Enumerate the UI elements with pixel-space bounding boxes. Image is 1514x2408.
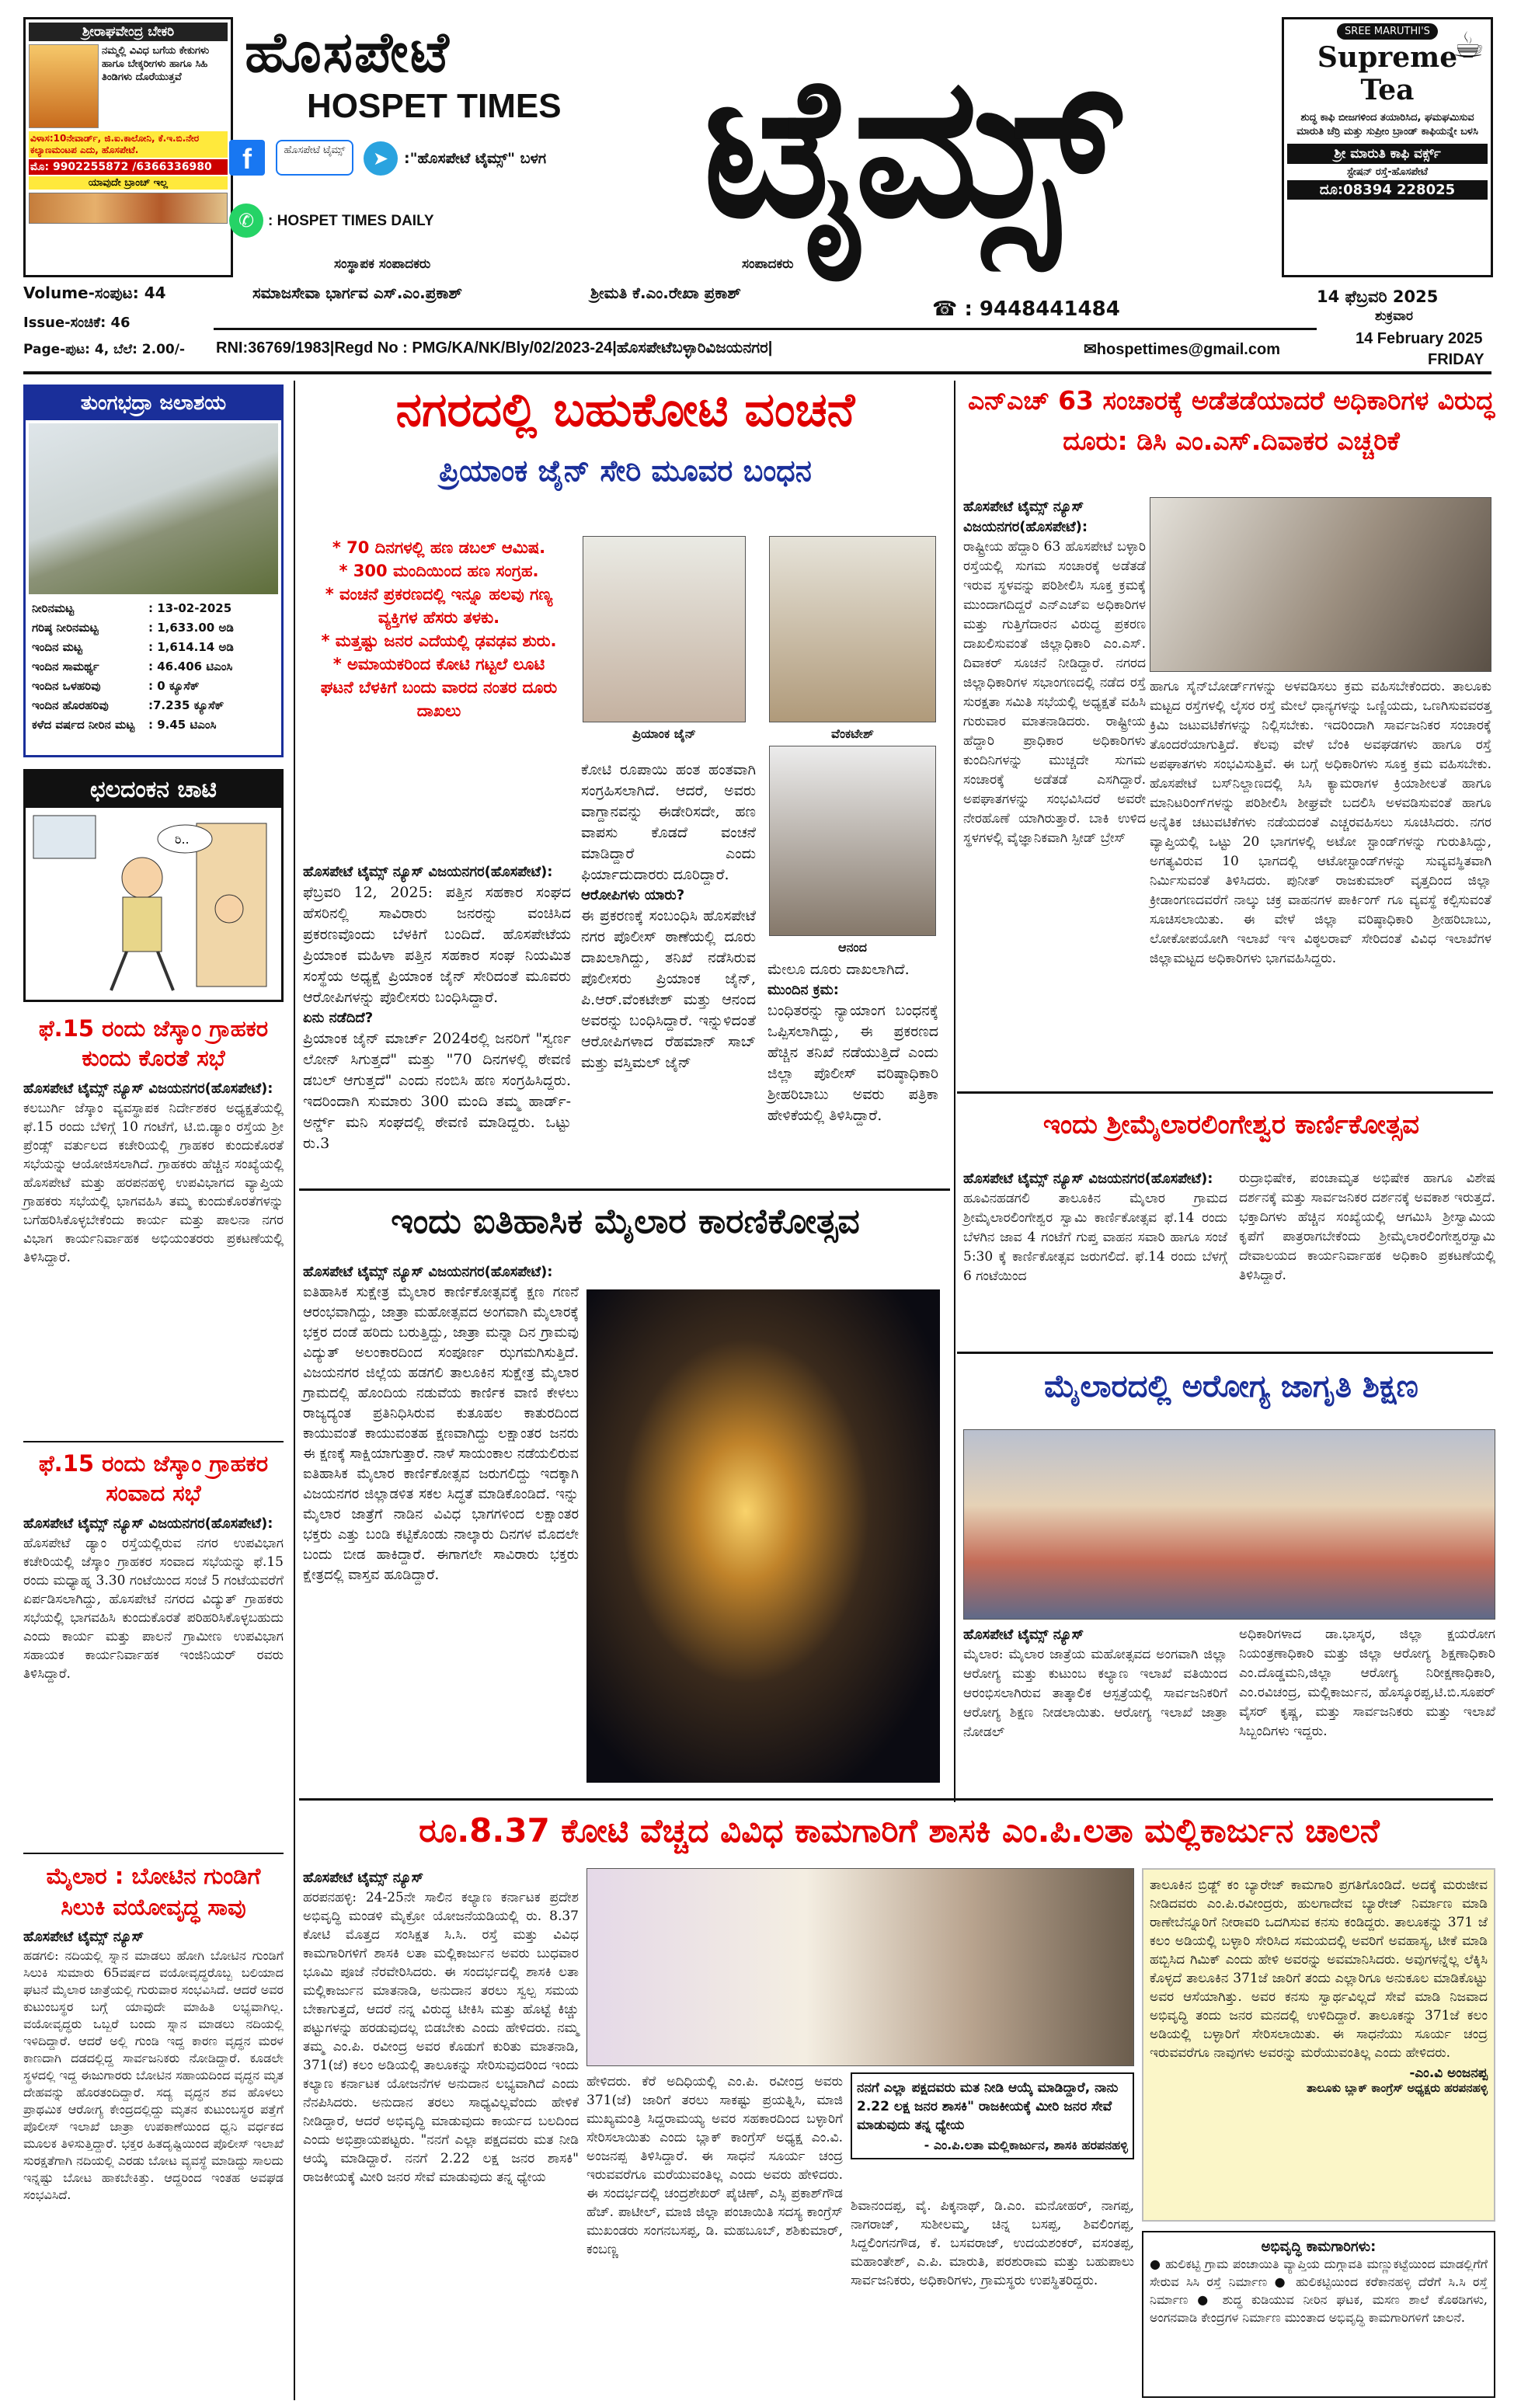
tea-cup-icon: ☕ bbox=[1452, 24, 1484, 66]
ad-left-address: ವಿಳಾಸ:10ನೇವಾರ್ಡ್, ಜಿ.ಐ.ಕಾಲೋನಿ, ಕೆ.ಇ.ಬಿ.ನೇರ ಕಲ್ಯಾಣಮಂಟಪ ಎದು, ಹೊಸಪೇಟೆ. bbox=[29, 131, 228, 158]
dam-row-label: ಇಂದಿನ ಮಟ್ಟ bbox=[32, 640, 82, 654]
nh63-divider bbox=[957, 1091, 1493, 1094]
left-story-3-text: ಹಡಗಲಿ: ನದಿಯಲ್ಲಿ ಸ್ನಾನ ಮಾಡಲು ಹೋಗಿ ಬೋಟಿನ ಗುಂಡಿಗೆ ಸಿಲುಕಿ ಸುಮಾರು 65ವರ್ಷದ ವಯೋವೃದ್ಧರೊಬ್ಬ ಬಲಿಯಾದ ಘಟನೆ ಮೈಲಾರ ಜಾತ್ರೆಯಲ್ಲಿ ಗುರುವಾರ ಸಂಭವಿಸಿದೆ. ಆದರೆ ಅವರ ಕುಟುಂಬಸ್ಥರ ಬಗ್ಗೆ ಯಾವುದೇ ಮಾಹಿತಿ ಲಭ್ಯವಾಗಿಲ್ಲ. ವಯೋವೃದ್ಧರು ಒಬ್ಬರೆ ಬಂದು ಸ್ನಾನ ಮಾಡಲು ನದಿಯಲ್ಲಿ ಇಳಿದಿದ್ದಾರೆ. ಆದರೆ ಅಲ್ಲಿ ಗುಂಡಿ ಇದ್ದ ಕಾರಣ ವೃದ್ಧನ ಮರಳ ಕಾಣದಾಗಿ ದಡದಲ್ಲಿದ್ದ ಸಾರ್ವಜನಿಕರು ನೋಡಿದ್ದಾರೆ. ಕೂಡಲೇ ಸ್ಥಳದಲ್ಲಿ ಇದ್ದ ಈಜುಗಾರರು ಬೋಟಿನ ಸಹಾಯದಿಂದ ವೃದ್ಧನ ಮೃತ ದೇಹವನ್ನು ಹೊರತಂದಿದ್ದಾರೆ. ಸದ್ಯ ವೃದ್ಧನ ಶವ ಹೊಳಲು ಪ್ರಾಥಮಿಕ ಆರೋಗ್ಯ ಕೇಂದ್ರದಲ್ಲಿದ್ದು ಮೃತನ ಕುಟುಂಬಸ್ಥರ ಪತ್ತೆಗೆ ಪೊಲೀಸ್ ಇಲಾಖೆ ಜಾತ್ರಾ ಉಪಕಾಣೆಯಿಂದ ಧ್ವನಿ ವರ್ಧಕದ ಮೂಲಕ ತಿಳಿಸುತ್ತಿದ್ದಾರೆ. ಭಕ್ತರ ಹಿತದೃಷ್ಟಿಯಿಂದ ಪೊಲೀಸ್ ಇಲಾಖೆ ಸುರಕ್ಷತೆಗಾಗಿ ನದಿಯಲ್ಲಿ ಎರಡು ಬೋಟ ವ್ಯವಸ್ಥೆ ಮಾಡಿದ್ದು ಸಾಲದು ಇನ್ನಷ್ಟು ಬೋಟ ಹಾಕಬೇಕಿತ್ತು. ಆದ್ದರಿಂದ ಇಂತಹ ಅವಘಡ ಸಂಭವಿಸಿದೆ. bbox=[23, 1948, 284, 2202]
karnik-byline: ಹೊಸಪೇಟೆ ಟೈಮ್ಸ್ ನ್ಯೂಸ್ ವಿಜಯನಗರ(ಹೊಸಪೇಟೆ): bbox=[963, 1171, 1213, 1187]
caption-anand: ಆನಂದ bbox=[838, 940, 867, 955]
photo-venkatesh bbox=[769, 536, 936, 722]
telegram-icon[interactable]: ➤ bbox=[364, 141, 398, 176]
left-story-2-headline: ಫೆ.15 ರಂದು ಜೆಸ್ಕಾಂ ಗ್ರಾಹಕರ ಸಂವಾದ ಸಭೆ bbox=[38, 1450, 269, 1506]
lead-bullet: * 300 ಮಂದಿಯಿಂದ ಹಣ ಸಂಗ್ರಹ. bbox=[339, 562, 539, 580]
ad-left-note: ಯಾವುದೇ ಬ್ರಾಂಚ್ ಇಲ್ಲ bbox=[29, 176, 228, 190]
dam-levels-table bbox=[26, 597, 281, 736]
mylara-headline: ಇಂದು ಐತಿಹಾಸಿಕ ಮೈಲಾರ ಕಾರಣಿಕೋತ್ಸವ bbox=[391, 1202, 860, 1241]
left-story-2 bbox=[23, 1449, 284, 1683]
ad-left-desc: ನಮ್ಮಲ್ಲಿ ವಿವಿಧ ಬಗೆಯ ಕೇಕುಗಳು ಹಾಗೂ ಬೇಕ್ಕರೀಗಳು ಹಾಗೂ ಸಿಹಿ ತಿಂಡಿಗಳು ದೊರೆಯುತ್ತವೆ bbox=[102, 45, 210, 83]
quote-by: - ಎಂ.ಪಿ.ಲತಾ ಮಲ್ಲಿಕಾರ್ಜುನ, ಶಾಸಕಿ ಹರಪನಹಳ್ಳಿ bbox=[924, 2138, 1128, 2152]
dam-row-value: : 9.45 ಟಿಎಂಸಿ bbox=[148, 718, 217, 732]
sweets-image bbox=[29, 193, 228, 224]
health-text-2: ಅಧಿಕಾರಿಗಳಾದ ಡಾ.ಭಾಸ್ಕರ, ಜಿಲ್ಲಾ ಕ್ಷಯರೋಗ ನಿಯಂತ್ರಣಾಧಿಕಾರಿ ಮತ್ತು ಜಿಲ್ಲಾ ಆರೋಗ್ಯ ಶಿಕ್ಷಣಾಧಿಕಾರಿ ಎಂ.ದೊಡ್ಡಮನಿ,ಜಿಲ್ಲಾ ಆರೋಗ್ಯ ನಿರೀಕ್ಷಣಾಧಿಕಾರಿ, ಎಂ.ರವಿಚಂದ್ರ, ಮಲ್ಲಿಕಾರ್ಜುನ, ಹೊಸ್ಕೂರಪ್ಪ,ಟಿ.ಬಿ.ಸೂಪರ್ ವೈಸರ್ ಕೃಷ್ಣ, ಮತ್ತು ಸಾರ್ವಜನಿಕರು ಮತ್ತು ಇಲಾಖೆ ಸಿಬ್ಬಂದಿಗಳು ಇದ್ದರು. bbox=[1239, 1627, 1495, 1739]
bottom-col-2 bbox=[586, 2072, 843, 2259]
telegram-label: :"ಹೊಸಪೇಟೆ ಟೈಮ್ಸ್" ಬಳಗ bbox=[404, 150, 547, 167]
lead-divider bbox=[299, 1188, 950, 1191]
mylara-story bbox=[303, 1262, 579, 1585]
title-times-kn: ಟೈಮ್ಸ್ bbox=[703, 34, 1115, 260]
bottom-text-2: ಹೇಳಿದರು. ಕೆರೆ ಅದಿಧಿಯಲ್ಲಿ ಎಂ.ಪಿ. ರವೀಂದ್ರ ಅವರು 371(ಜೆ) ಜಾರಿಗೆ ತರಲು ಸಾಕಷ್ಟು ಪ್ರಯತ್ನಿಸಿ, ಮಾಜಿ ಮುಖ್ಯಮಂತ್ರಿ ಸಿದ್ದರಾಮಯ್ಯ ಅವರ ಸಹಕಾರದಿಂದ ಬಳ್ಳಾರಿಗೆ ಸೇರಿಸಲಾಯಿತು ಎಂದು ಬ್ಲಾಕ್ ಕಾಂಗ್ರೆಸ್ ಅಧ್ಯಕ್ಷ ಎಂ.ವಿ. ಅಂಜನಪ್ಪ ತಿಳಿಸಿದ್ದಾರೆ. ಈ ಸಾಧನೆ ಸೂರ್ಯ ಚಂದ್ರ ಇರುವವರೆಗೂ ಮರೆಯುವಂತಿಲ್ಲ ಎಂದು ಅವರು ಹೇಳಿದರು. ಈ ಸಂದರ್ಭದಲ್ಲಿ ಚಂದ್ರಶೇಖರ್ ಪೈಚಿಣ್, ಎಸ್ಸಿ ಪ್ರಕಾಶ್‌ಗೌಡ ಹೆಚ್. ಪಾಟೀಲ್, ಮಾಜಿ ಜಿಲ್ಲಾ ಪಂಚಾಯಿತಿ ಸದಸ್ಯ ಕಾಂಗ್ರೆಸ್ ಮುಖಂಡರು ಸಂಗನಬಸಪ್ಪ, ಡಿ. ಮಹಬೂಬ್, ಶಶಿಕುಮಾರ್, ಕಂಬಣ್ಣ bbox=[586, 2074, 843, 2257]
lead-text-5: ಮೇಲೂ ದೂರು ದಾಖಲಾಗಿದೆ. bbox=[767, 961, 910, 978]
lead-text-1: ಫೆಬ್ರವರಿ 12, 2025: ಪತ್ತಿನ ಸಹಕಾರ ಸಂಘದ ಹೆಸರಿನಲ್ಲಿ ಸಾವಿರಾರು ಜನರನ್ನು ವಂಚಿಸಿದ ಪ್ರಕರಣವೊಂದು ಬೆಳಕಿಗೆ ಬಂದಿದೆ. ಹೊಸಪೇಟೆಯ ಪ್ರಿಯಾಂಕ ಮಹಿಳಾ ಪತ್ತಿನ ಸಹಕಾರ ಸಂಘ ನಿಯಮಿತ ಸಂಸ್ಥೆಯ ಅಧ್ಯಕ್ಷೆ ಪ್ರಿಯಾಂಕ ಜೈನ್ ಸೇರಿದಂತೆ ಮೂವರು ಆರೋಪಿಗಳನ್ನು ಪೊಲೀಸರು ಬಂಧಿಸಿದ್ದಾರೆ. bbox=[303, 884, 571, 1006]
dam-row-value: : 0 ಕ್ಯೂಸೆಕ್ bbox=[148, 679, 200, 693]
dam-row bbox=[32, 677, 275, 696]
karnik-text-1: ಹೂವಿನಹಡಗಲಿ ತಾಲೂಕಿನ ಮೈಲಾರ ಗ್ರಾಮದ ಶ್ರೀಮೈಲಾರಲಿಂಗೇಶ್ವರ ಸ್ವಾಮಿ ಕಾರ್ಣಿಕೋತ್ಸವ ಫೆ.14 ರಂದು ಬೆಳಗಿನ ಜಾವ 4 ಗಂಟೆಗೆ ಗುಪ್ತ ವಾಹನ ಸವಾರಿ ಹಾಗೂ ಸಂಜೆ 5:30 ಕ್ಕೆ ಕಾರ್ಣಿಕೋತ್ಸವ ಜರುಗಲಿದೆ. ಫೆ.14 ರಂದು ಬೆಳಗ್ಗೆ 6 ಗಂಟೆಯಿಂದ bbox=[963, 1191, 1227, 1284]
tea-phone: ದೂ:08394 228025 bbox=[1287, 180, 1488, 200]
nh63-headline: ಎನ್‌ಎಚ್ 63 ಸಂಚಾರಕ್ಕೆ ಅಡೆತಡೆಯಾದರೆ ಅಧಿಕಾರಿಗಳ ವಿರುದ್ಧ ದೂರು: ಡಿಸಿ ಎಂ.ಎಸ್.ದಿವಾಕರ ಎಚ್ಚರಿಕೆ bbox=[967, 385, 1495, 456]
tea-address: ಸ್ಟೇಷನ್ ರಸ್ತೆ-ಹೊಸಪೇಟೆ bbox=[1346, 166, 1429, 178]
caption-venkatesh: ವೆಂಕಟೇಶ್ bbox=[831, 726, 874, 741]
tea-brand-label: SREE MARUTHI'S bbox=[1337, 23, 1438, 40]
lead-bullet: ಘಟನೆ ಬೆಳಕಿಗೆ ಬಂದು ವಾರದ ನಂತರ ದೂರು ದಾಖಲು bbox=[320, 678, 558, 720]
lead-headline: ನಗರದಲ್ಲಿ ಬಹುಕೋಟಿ ವಂಚನೆ bbox=[395, 383, 855, 437]
date-en: 14 February 2025 bbox=[1356, 330, 1483, 347]
quote-text: ನನಗೆ ಎಲ್ಲಾ ಪಕ್ಷದವರು ಮತ ನೀಡಿ ಆಯ್ಕೆ ಮಾಡಿದ್ದಾರೆ, ನಾನು 2.22 ಲಕ್ಷ ಜನರ ಶಾಸಕಿ" ರಾಜಕೀಯಕ್ಕೆ ಮೀರಿ ಜನರ ಸೇವೆ ಮಾಡುವುದು ತನ್ನ ಧ್ಯೇಯ bbox=[857, 2080, 1119, 2133]
date-kn: 14 ಫೆಬ್ರವರಿ 2025 bbox=[1317, 287, 1439, 306]
title-hospet-en: HOSPET TIMES bbox=[307, 87, 562, 125]
mylara-byline: ಹೊಸಪೇಟೆ ಟೈಮ್ಸ್ ನ್ಯೂಸ್ ವಿಜಯನಗರ(ಹೊಸಪೇಟೆ): bbox=[303, 1264, 553, 1280]
bottom-text-3: ಶಿವಾನಂದಪ್ಪ, ವೈ. ಪಿಕ್ಕನಾಥ್, ಡಿ.ಎಂ. ಮನೋಹರ್, ನಾಗಪ್ಪ, ನಾಗರಾಜ್, ಸುಶೀಲಮ್ಮ, ಚಿನ್ನ ಬಸಪ್ಪ, ಶಿವಲಿಂಗಪ್ಪ, ಸಿದ್ದಲಿಂಗನಗೌಡ, ಕೆ. ಬಸವರಾಜ್, ಉದಯಶಂಕರ್, ವಸಂತಪ್ಪ, ಮಹಾಂತೇಶ್, ಎ.ಪಿ. ಮಾರುತಿ, ಪರಶುರಾಮ ಮತ್ತು ಬಹುಪಾಲು ಸಾರ್ವಜನಿಕರು, ಅಧಿಕಾರಿಗಳು, ಗ್ರಾಮಸ್ಥರು ಉಪಸ್ಥಿತರಿದ್ದರು. bbox=[851, 2198, 1134, 2288]
tea-name: Supreme Tea bbox=[1317, 41, 1458, 106]
dam-row-value: : 13-02-2025 bbox=[148, 601, 232, 615]
lead-text-6: ಬಂಧಿತರನ್ನು ನ್ಯಾಯಾಂಗ ಬಂಧನಕ್ಕೆ ಒಪ್ಪಿಸಲಾಗಿದ್ದು, ಈ ಪ್ರಕರಣದ ಹೆಚ್ಚಿನ ತನಿಖೆ ನಡೆಯುತ್ತಿದೆ ಎಂದು ಜಿಲ್ಲಾ ಪೊಲೀಸ್ ವರಿಷ್ಠಾಧಿಕಾರಿ ಶ್ರೀಹರಿಬಾಬು ಅವರು ಪತ್ರಿಕಾ ಹೇಳಿಕೆಯಲ್ಲಿ ತಿಳಿಸಿದ್ದಾರೆ. bbox=[767, 1002, 938, 1124]
cartoon-drawing bbox=[26, 808, 281, 994]
karnik-col-2 bbox=[1239, 1169, 1495, 1286]
founder-label: ಸಂಸ್ಥಾಪಕ ಸಂಪಾದಕರು bbox=[334, 256, 431, 272]
works-title: ಅಭಿವೃದ್ಧಿ ಕಾಮಗಾರಿಗಳು: bbox=[1261, 2239, 1377, 2255]
nh63-text-2: ಹಾಗೂ ಸೈನ್‌ಬೋರ್ಡ್‌ಗಳನ್ನು ಅಳವಡಿಸಲು ಕ್ರಮ ವಹಿಸಬೇಕೆಂದರು. ತಾಲೂಕು ಮಟ್ಟದ ರಸ್ತೆಗಳಲ್ಲಿ ಲೈಸರ ರಸ್ತೆ ಮೇಲೆ ಧಾನ್ಯಗಳನ್ನು ಒಣ್ಣಿಯದು, ಒಣಗಿಸುವವರತ್ತ ಕ್ರಿಮಿ ಜಟುವಟಿಕೆಗಳನ್ನು ನಿಲ್ಲಿಸಬೇಕು. ಇದರಿಂದಾಗಿ ಸಾರ್ವಜನಿಕರ ಸಂಚಾರಕ್ಕೆ ತೊಂದರೆಯಾಗುತ್ತಿದೆ. ಕೆಲವು ವೇಳೆ ಬೆಂಕಿ ಅವಘಡಗಳು ಹಾಗೂ ರಸ್ತೆ ಅಪಘಾತಗಳು ಸಂಭವಿಸುತ್ತಿವೆ. ಈ ಬಗ್ಗೆ ಅಧಿಕಾರಿಗಳು ಸೂಕ್ತ ಕ್ರಮ ವಹಿಸಬೇಕು. ಹೊಸಪೇಟೆ ಬಸ್‌ನಿಲ್ದಾಣದಲ್ಲಿ ಸಿಸಿ ಕ್ಯಾಮರಾಗಳ ಕ್ರಿಯಾಶೀಲತೆ ಹಾಗೂ ಮಾನಿಟರಿಂಗ್‌ಗಳನ್ನು ಪರಿಶೀಲಿಸಿ ಶೀಘ್ರವೇ ಬದಲಿಸಿ ಅಳವಡಿಸುವಂತೆ ಹಾಗೂ ಅನೈತಿಕ ಚಟುವಟಿಕೆಗಳು ನಡೆಯದಂತೆ ಎಚ್ಚರವಹಿಸಲು ಸೂಚಿಸಿದರು. ನಗರ ವ್ಯಾಪ್ತಿಯಲ್ಲಿ ಒಟ್ಟು 20 ಭಾಗಗಳಲ್ಲಿ ಅಟೋ ಸ್ಟಾಂಡ್‌ಗಳನ್ನು ಗುರುತಿಸಿದ್ದು, ಅಗತ್ಯವಿರುವ 10 ಭಾಗದಲ್ಲಿ ಆಟೋಸ್ಟಾಂಡ್‌ಗಳನ್ನು ಸುವ್ಯವಸ್ಥಿತವಾಗಿ ನಿರ್ಮಿಸುವಂತೆ ತಿಳಿಸಿದರು. ಪುನೀತ್ ರಾಜಕುಮಾರ್ ವೃತ್ತದಿಂದ ಜಿಲ್ಲಾ ಕ್ರೀಡಾಂಗಣದವರೆಗೆ ನಾಲ್ಕು ಚಕ್ರ ವಾಹನಗಳ ಪಾರ್ಕಿಂಗ್ ಗೂ ವ್ಯವಸ್ಥೆ ಕಲ್ಪಿಸುವಂತೆ ಸೂಚಿಸಲಾಯಿತು. ಈ ವೇಳೆ ಜಿಲ್ಲಾ ವರಿಷ್ಠಾಧಿಕಾರಿ ಶ್ರೀಹರಿಬಾಬು, ಲೋಕೋಪಯೋಗಿ ಇಲಾಖೆ ಇಇ ವಿಠ್ಠಲರಾವ್ ಸೇರಿದಂತೆ ವಿವಿಧ ಇಲಾಖೆಗಳ ಜಿಲ್ಲಾಮಟ್ಟದ ಅಧಿಕಾರಿಗಳು ಭಾಗವಹಿಸಿದ್ದರು. bbox=[1150, 679, 1491, 966]
lead-bullet-list bbox=[307, 536, 571, 722]
dam-row bbox=[32, 599, 275, 618]
cartoon-title: ಛಲದಂಕನ ಚಾಟಿ bbox=[26, 771, 281, 808]
cartoon-box bbox=[23, 769, 284, 1002]
nh63-col-1 bbox=[963, 497, 1146, 848]
volume: Volume-ಸಂಪುಟ: 44 bbox=[23, 284, 166, 302]
ad-left-bakery bbox=[23, 17, 233, 277]
dam-row-label: ನೀರಿನಮಟ್ಟ bbox=[32, 601, 75, 615]
left-divider-2 bbox=[23, 1853, 284, 1854]
works-box bbox=[1142, 2231, 1495, 2398]
left-story-3-byline: ಹೊಸಪೇಟೆ ಟೈಮ್ಸ್ ನ್ಯೂಸ್ bbox=[23, 1929, 144, 1945]
dam-row bbox=[32, 618, 275, 638]
photo-anand bbox=[769, 746, 936, 936]
nh63-meeting-photo bbox=[1150, 497, 1491, 672]
dam-row-value: : 1,614.14 ಅಡಿ bbox=[148, 640, 234, 654]
bottom-text-1: ಹರಪನಹಳ್ಳಿ: 24-25ನೇ ಸಾಲಿನ ಕಲ್ಯಾಣ ಕರ್ನಾಟಕ ಪ್ರದೇಶ ಅಭಿವೃದ್ಧಿ ಮಂಡಳಿ ಮೈಕ್ರೋ ಯೋಜನೆಯಡಿಯಲ್ಲಿ ರು. 8.37 ಕೋಟಿ ಮೊತ್ತದ ಸಂಸಿಕ್ಷತ ಸಿ.ಸಿ. ರಸ್ತೆ ಮತ್ತು ವಿವಿಧ ಕಾಮಗಾರಿಗಳಿಗೆ ಶಾಸಕಿ ಲತಾ ಮಲ್ಲಿಕಾರ್ಜುನ ಅವರು ಬುಧವಾರ ಭೂಮಿ ಪೂಜೆ ನೆರವೇರಿಸಿದರು. ಈ ಸಂದರ್ಭದಲ್ಲಿ ಶಾಸಕಿ ಲತಾ ಮಲ್ಲಿಕಾರ್ಜುನ ಮಾತನಾಡಿ, ಅನುದಾನ ತರಲು ಸ್ವಲ್ಪ ಸಮಯ ಬೇಕಾಗುತ್ತದೆ, ಆದರೆ ನನ್ನ ವಿರುದ್ಧ ಟೀಕಿಸಿ ಮತ್ತು ಹೊಟ್ಟೆ ಕಿಚ್ಚು ಪಟ್ಟುಗಳನ್ನು ಹರಡುವುದಲ್ಲ ಬಿಡಬೇಕು ಎಂದು ಹೇಳಿದರು. ನಮ್ಮ ತಮ್ಮ ಎಂ.ಪಿ. ರವೀಂದ್ರ ಅವರ ಕೊಡುಗೆ ಕುರಿತು ಮಾತನಾಡಿ, 371(ಜೆ) ಕಲಂ ಅಡಿಯಲ್ಲಿ ತಾಲೂಕನ್ನು ಸೇರಿಸುವುದರಿಂದ ಇಂದು ಕಲ್ಯಾಣ ಕರ್ನಾಟಕ ಯೋಜನೆಗಳ ಅನುದಾನ ಲಭ್ಯವಾಗಿದೆ ಎಂದು ನೆನಪಿಸಿದರು. ಅನುದಾನ ತರಲು ಸಾಧ್ಯವಿಲ್ಲವೆಂದು ಹೇಳಿಕೆ ನೀಡಿದ್ದಾರೆ, ಆದರೆ ಅಭಿವೃದ್ಧಿ ಮಾಡುವುದು ಕಾರ್ಯದ ಬಲದಿಂದ ಎಂದು ಅಭಿಪ್ರಾಯಪಟ್ಟರು. "ನನಗೆ ಎಲ್ಲಾ ಪಕ್ಷದವರು ಮತ ನೀಡಿ ಆಯ್ಕೆ ಮಾಡಿದ್ದಾರೆ. ನನಗೆ 2.22 ಲಕ್ಷ ಜನರ ಶಾಸಕಿ" ರಾಜಕೀಯಕ್ಕೆ ಮೀರಿ ಜನರ ಸೇವೆ ಮಾಡುವುದು ತನ್ನ ಧ್ಯೇಯ bbox=[303, 1890, 579, 2185]
whatsapp-icon[interactable]: ✆ bbox=[229, 204, 263, 238]
bottom-divider bbox=[299, 1798, 1493, 1801]
lead-bullet: * ಅಮಾಯಕರಿಂದ ಕೋಟಿ ಗಟ್ಟಲೆ ಲೂಟಿ bbox=[332, 655, 545, 673]
health-text-1: ಮೈಲಾರ: ಮೈಲಾರ ಜಾತ್ರೆಯ ಮಹೋತ್ಸವದ ಅಂಗವಾಗಿ ಜಿಲ್ಲಾ ಆರೋಗ್ಯ ಮತ್ತು ಕುಟುಂಬ ಕಲ್ಯಾಣ ಇಲಾಖೆ ವತಿಯಿಂದ ಆರಂಭಿಸಲಾಗಿರುವ ತಾತ್ಕಾಲಿಕ ಆಸ್ಪತ್ರೆಯಲ್ಲಿ ಸಾರ್ವಜನಿಕರಿಗೆ ಆರೋಗ್ಯ ಶಿಕ್ಷಣ ನೀಡಲಾಯಿತು. ಆರೋಗ್ಯ ಇಲಾಖೆ ಜಾತ್ರಾ ನೋಡಲ್ bbox=[963, 1647, 1227, 1740]
masthead-rule-bottom bbox=[23, 371, 1491, 374]
anjanappa-box bbox=[1142, 1868, 1495, 2222]
phone-value: : 9448441484 bbox=[964, 298, 1120, 321]
karnik-col-1 bbox=[963, 1169, 1227, 1286]
left-divider-1 bbox=[23, 1441, 284, 1442]
dam-row-label: ಕಳೆದ ವರ್ಷದ ನೀರಿನ ಮಟ್ಟ bbox=[32, 718, 135, 732]
mylara-night-photo bbox=[586, 1289, 940, 1783]
karnik-headline: ಇಂದು ಶ್ರೀಮೈಲಾರಲಿಂಗೇಶ್ವರ ಕಾರ್ಣಿಕೋತ್ಸವ bbox=[1042, 1109, 1420, 1140]
bottom-headline: ರೂ.8.37 ಕೋಟಿ ವೆಚ್ಚದ ವಿವಿಧ ಕಾಮಗಾರಿಗೆ ಶಾಸಕಿ ಎಂ.ಪಿ.ಲತಾ ಮಲ್ಲಿಕಾರ್ಜುನ ಚಾಲನೆ bbox=[419, 1811, 1380, 1849]
email: ✉hospettimes@gmail.com bbox=[1084, 341, 1280, 358]
lead-byline: ಹೊಸಪೇಟೆ ಟೈಮ್ಸ್ ನ್ಯೂಸ್ ವಿಜಯನಗರ(ಹೊಸಪೇಟೆ): bbox=[303, 864, 553, 880]
lead-text-4: ಈ ಪ್ರಕರಣಕ್ಕೆ ಸಂಬಂಧಿಸಿ ಹೊಸಪೇಟೆ ನಗರ ಪೊಲೀಸ್ ಠಾಣೆಯಲ್ಲಿ ದೂರು ದಾಖಲಾಗಿದ್ದು, ತನಿಖೆ ನಡೆಸಿರುವ ಪೊಲೀಸರು ಪ್ರಿಯಾಂಕ ಜೈನ್, ಪಿ.ಆರ್.ವೆಂಕಟೇಶ್ ಮತ್ತು ಆನಂದ ಅವರನ್ನು ಬಂಧಿಸಿದ್ದಾರೆ. ಇನ್ನುಳಿದಂತೆ ಆರೋಪಿಗಳಾದ ರೆಹಮಾನ್ ಸಾಬ್ ಮತ್ತು ವಸ್ತಿಮಲ್ ಜೈನ್ bbox=[581, 907, 756, 1071]
column-divider-left bbox=[294, 381, 295, 2400]
ad-right-tea bbox=[1282, 17, 1493, 277]
left-story-3-headline: ಮೈಲಾರ : ಬೋಟಿನ ಗುಂಡಿಗೆ ಸಿಲುಕಿ ವಯೋವೃದ್ಧ ಸಾವು bbox=[46, 1863, 261, 1920]
anjanappa-title: ತಾಲೂಕು ಬ್ಲಾಕ್ ಕಾಂಗ್ರೆಸ್ ಅಧ್ಯಕ್ಷರು ಹರಪನಹಳ್ಳಿ bbox=[1306, 2081, 1488, 2095]
page-price: Page-ಪುಟ: 4, ಬೆಲೆ: 2.00/- bbox=[23, 342, 186, 357]
phone-number bbox=[932, 298, 1120, 321]
photo-priyanka bbox=[583, 536, 746, 722]
lead-bullet: * ಮತ್ತಷ್ಟು ಜನರ ಎದೆಯಲ್ಲಿ ಢವಢವ ಶುರು. bbox=[321, 632, 557, 650]
nh63-byline: ಹೊಸಪೇಟೆ ಟೈಮ್ಸ್ ನ್ಯೂಸ್ ವಿಜಯನಗರ(ಹೊಸಪೇಟೆ): bbox=[963, 499, 1088, 535]
health-byline: ಹೊಸಪೇಟೆ ಟೈಮ್ಸ್ ನ್ಯೂಸ್ bbox=[963, 1627, 1084, 1643]
lead-bullet: * 70 ದಿನಗಳಲ್ಲಿ ಹಣ ಡಬಲ್ ಆಮಿಷ. bbox=[332, 538, 546, 557]
anjanappa-name: -ಎಂ.ವಿ ಅಂಜನಪ್ಪ bbox=[1409, 2065, 1488, 2081]
left-story-1 bbox=[23, 1014, 284, 1267]
ad-left-phone: ಮೊ: 9902255872 /6366336980 bbox=[29, 159, 228, 175]
column-divider-middle bbox=[954, 381, 955, 1802]
tea-desc: ಶುದ್ಧ ಕಾಫಿ ಬೀಜಗಳಿಂದ ತಯಾರಿಸಿದ, ಘಮಘಮಿಸುವ ಮಾರುತಿ ಚೆರ್ರಿ ಮತ್ತು ಸುಪ್ರೀಂ ಬ್ರಾಂಡ್ ಕಾಫಿಯನ್ನೇ ಬಳಸಿ bbox=[1296, 112, 1478, 137]
left-story-1-headline: ಫೆ.15 ರಂದು ಜೆಸ್ಕಾಂ ಗ್ರಾಹಕರ ಕುಂದು ಕೊರತೆ ಸಭೆ bbox=[38, 1015, 269, 1071]
tea-shop: ಶ್ರೀ ಮಾರುತಿ ಕಾಫಿ ವರ್ಕ್ಸ್ bbox=[1287, 144, 1488, 164]
lead-bullet: * ವಂಚನೆ ಪ್ರಕರಣದಲ್ಲಿ ಇನ್ನೂ ಹಲವು ಗಣ್ಯ ವ್ಯಕ್ತಿಗಳ ಹೆಸರು ತಳಕು. bbox=[325, 585, 553, 627]
lead-text-3: ಕೋಟಿ ರೂಪಾಯಿ ಹಂತ ಹಂತವಾಗಿ ಸಂಗ್ರಹಿಸಲಾಗಿದೆ. ಆದರೆ, ಅವರು ವಾಗ್ದಾನವನ್ನು ಈಡೇರಿಸದೇ, ಹಣ ವಾಪಸು ಕೊಡದೆ ವಂಚನೆ ಮಾಡಿದ್ದಾರೆ ಎಂದು ಫಿರ್ಯಾದುದಾರರು ದೂರಿದ್ದಾರೆ. bbox=[581, 761, 756, 883]
mylara-text: ಐತಿಹಾಸಿಕ ಸುಕ್ಷೇತ್ರ ಮೈಲಾರ ಕಾರ್ಣಿಕೋತ್ಸವಕ್ಕೆ ಕ್ಷಣ ಗಣನೆ ಆರಂಭವಾಗಿದ್ದು, ಜಾತ್ರಾ ಮಹೋತ್ಸವದ ಅಂಗವಾಗಿ ಮೈಲಾರಕ್ಕೆ ಭಕ್ತರ ದಂಡೆ ಹರಿದು ಬರುತ್ತಿದ್ದು, ಜಾತ್ರಾ ಮನ್ನಾ ದಿನ ಗ್ರಾಮವು ವಿದ್ಯುತ್ ಅಲಂಕಾರದಿಂದ ಸಂಪೂರ್ಣ ಝಗಮಗಿಸುತ್ತಿದೆ. ವಿಜಯನಗರ ಜಿಲ್ಲೆಯ ಹಡಗಲಿ ತಾಲೂಕಿನ ಸುಕ್ಷೇತ್ರ ಮೈಲಾರ ಗ್ರಾಮದಲ್ಲಿ ಹೊಂದಿಯ ನಡುವೆಯ ಕಾರ್ಣಿಕ ವಾಣಿ ಕೇಳಲು ರಾಜ್ಯದ್ಯಂತ ಪ್ರತಿನಿಧಿಸಿರುವ ಕುತೂಹಲ ಕಾತುರದಿಂದ ಕಾಯುವಂತೆ ಕಾಯುವಂತಹ ಕ್ಷಣವಾಗಿದ್ದು ಲಕ್ಷಾಂತರ ಜನರು ಈ ಕ್ಷಣಕ್ಕೆ ಸಾಕ್ಷಿಯಾಗುತ್ತಾರೆ. ನಾಳೆ ಸಾಯಂಕಾಲ ನಡೆಯಲಿರುವ ಐತಿಹಾಸಿಕ ಮೈಲಾರ ಕಾರ್ಣಿಕೋತ್ಸವ ಜರುಗಲಿದ್ದು ಇದಕ್ಕಾಗಿ ವಿಜಯನಗರ ಜಿಲ್ಲಾಡಳಿತ ಸಕಲ ಸಿದ್ಧತೆ ಮಾಡಿಕೊಂಡಿದೆ. ಇನ್ನು ಮೈಲಾರ ಜಾತ್ರೆಗೆ ನಾಡಿನ ವಿವಿಧ ಭಾಗಗಳಿಂದ ಲಕ್ಷಾಂತರ ಭಕ್ತರು ಎತ್ತು ಬಂಡಿ ಕಟ್ಟಿಕೊಂಡು ನಾಲ್ಕಾರು ದಿನಗಳ ಮೊದಲೇ ಬಂದು ಬೀಡ ಹಾಕಿದ್ದಾರೆ. ಈಗಾಗಲೇ ಸಾವಿರಾರು ಭಕ್ತರು ಕ್ಷೇತ್ರದಲ್ಲಿ ವಾಸ್ತವ ಹೂಡಿದ್ದಾರೆ. bbox=[303, 1284, 579, 1583]
karnik-divider bbox=[957, 1352, 1493, 1354]
bottom-col-1 bbox=[303, 1868, 579, 2187]
nh63-text-1: ರಾಷ್ಟ್ರೀಯ ಹೆದ್ದಾರಿ 63 ಹೊಸಪೇಟೆ ಬಳ್ಳಾರಿ ರಸ್ತೆಯಲ್ಲಿ ಸುಗಮ ಸಂಚಾರಕ್ಕೆ ಅಡೆತಡೆ ಇರುವ ಸ್ಥಳವನ್ನು ಪರಿಶೀಲಿಸಿ ಸೂಕ್ತ ಕ್ರಮಕ್ಕೆ ಮುಂದಾಗದಿದ್ದರೆ ಎನ್‌ಎಚ್ಐ ಅಧಿಕಾರಿಗಳ ಮತ್ತು ಗುತ್ತಿಗೆದಾರನ ವಿರುದ್ಧ ಪ್ರಕರಣ ದಾಖಲಿಸುವಂತೆ ಜಿಲ್ಲಾಧಿಕಾರಿ ಎಂ.ಎಸ್. ದಿವಾಕರ್ ಸೂಚನೆ ನೀಡಿದ್ದಾರೆ. ನಗರದ ಜಿಲ್ಲಾಧಿಕಾರಿಗಳ ಸಭಾಂಗಣದಲ್ಲಿ ನಡೆದ ರಸ್ತೆ ಸುರಕ್ಷತಾ ಸಮಿತಿ ಸಭೆಯಲ್ಲಿ ಅಧ್ಯಕ್ಷತೆ ವಹಿಸಿ ಗುರುವಾರ ಮಾತನಾಡಿದರು. ರಾಷ್ಟ್ರೀಯ ಹೆದ್ದಾರಿ ಪ್ರಾಧಿಕಾರ ಅಧಿಕಾರಿಗಳು ಕುಂದಿನಿಗಳನ್ನು ಮುಚ್ಚದೇ ಸುಗಮ ಸಂಚಾರಕ್ಕೆ ಅಡೆತಡೆ ಎಸಗಿದ್ದಾರೆ. ಅಪಘಾತಗಳನ್ನು ಸಂಭವಿಸಿದರೆ ಅವರೇ ನೇರಹೊಣೆ ಯಾಗಿರುತ್ತಾರೆ. ಬಾಕಿ ಉಳಿದ ಸ್ಥಳಗಳಲ್ಲಿ ವೈಜ್ಞಾನಿಕವಾಗಿ ಸ್ಪೀಡ್ ಬ್ರೇಸ್ bbox=[963, 539, 1146, 846]
dam-row-value: : 46.406 ಟಿಎಂಸಿ bbox=[148, 659, 233, 673]
left-story-2-text: ಹೊಸಪೇಟೆ ಡ್ಯಾಂ ರಸ್ತೆಯಲ್ಲಿರುವ ನಗರ ಉಪವಿಭಾಗ ಕಚೇರಿಯಲ್ಲಿ ಜೆಸ್ಕಾಂ ಗ್ರಾಹಕರ ಸಂವಾದ ಸಭೆಯನ್ನು ಫೆ.15 ರಂದು ಮಧ್ಯಾಹ್ನ 3.30 ಗಂಟೆಯಿಂದ ಸಂಜೆ 5 ಗಂಟೆಯವರೆಗೆ ಏರ್ಪಡಿಸಲಾಗಿದ್ದು, ಹೊಸಪೇಟೆ ನಗರದ ವಿದ್ಯುತ್ ಗ್ರಾಹಕರು ಸಭೆಯಲ್ಲಿ ಭಾಗವಹಿಸಿ ಕುಂದುಕೊರತೆ ಪರಿಹರಿಸಿಕೊಳ್ಳಬಹುದು ಎಂದು ಕಾರ್ಯ ಮತ್ತು ಪಾಲನೆ ಗ್ರಾಮೀಣ ಉಪವಿಭಾಗ ಸಹಾಯಕ ಕಾರ್ಯನಿರ್ವಾಹಕ ಇಂಜಿನಿಯರ್ ರವರು ತಿಳಿಸಿದ್ದಾರೆ. bbox=[23, 1536, 284, 1682]
title-hospete-kn: ಹೊಸಪೇಟೆ bbox=[245, 19, 451, 85]
editor-label: ಸಂಪಾದಕರು bbox=[742, 256, 794, 272]
dam-row bbox=[32, 715, 275, 735]
lead-subheadline: ಪ್ರಿಯಾಂಕ ಜೈನ್ ಸೇರಿ ಮೂವರ ಬಂಧನ bbox=[439, 454, 812, 488]
left-story-1-text: ಕಲಬುರ್ಗಿ ಜೆಸ್ಕಾಂ ವ್ಯವಸ್ಥಾಪಕ ನಿರ್ದೇಶಕರ ಅಧ್ಯಕ್ಷತೆಯಲ್ಲಿ ಫೆ.15 ರಂದು ಬೆಳಿಗ್ಗೆ 10 ಗಂಟೆಗೆ, ಟಿ.ಬಿ.ಡ್ಯಾಂ ರಸ್ತೆಯ ಶ್ರೀ ಪ್ರೆಂಡ್ಸ್ ವರ್ತುಲದ ಕಚೇರಿಯಲ್ಲಿ ಗ್ರಾಹಕರ ಕುಂದುಕೊರತೆ ಸಭೆಯನ್ನು ಆಯೋಜಿಸಲಾಗಿದೆ. ಗ್ರಾಹಕರು ಹೆಚ್ಚಿನ ಸಂಖ್ಯೆಯಲ್ಲಿ ಹೊಸಪೇಟೆ ಮತ್ತು ಹರಪನಹಳ್ಳಿ ಉಪವಿಭಾಗದ ವ್ಯಾಪ್ತಿಯ ಗ್ರಾಹಕರು ಸಭೆಯಲ್ಲಿ ಭಾಗವಹಿಸಿ ತಮ್ಮ ಕುಂದುಕೊರತೆಗಳನ್ನು ಬಗೆಹರಿಸಿಕೊಳ್ಳಬೇಕೆಂದು ಕಾರ್ಯ ಮತ್ತು ಪಾಲನಾ ನಗರ ವಿಭಾಗ ಕಾರ್ಯನಿರ್ವಾಹಕ ಅಭಿಯಂತರರು ಪ್ರಕಟಣೆಯಲ್ಲಿ ತಿಳಿಸಿದ್ದಾರೆ. bbox=[23, 1101, 284, 1265]
registration-line: RNI:36769/1983|Regd No : PMG/KA/NK/Bly/02/2023-24|ಹೊಸಪೇಟೆಬಳ್ಳಾರಿವಿಜಯನಗರ| bbox=[216, 339, 773, 357]
lead-text-2: ಪ್ರಿಯಾಂಕ ಜೈನ್ ಮಾರ್ಚ್ 2024ರಲ್ಲಿ ಜನರಿಗೆ "ಸ್ವರ್ಣ ಲೋನ್ ಸಿಗುತ್ತದೆ" ಮತ್ತು "70 ದಿನಗಳಲ್ಲಿ ಠೇವಣಿ ಡಬಲ್ ಆಗುತ್ತದೆ" ಎಂದು ನಂಬಿಸಿ ಹಣ ಸಂಗ್ರಹಿಸಿದ್ದರು. ಇದರಿಂದಾಗಿ ಸುಮಾರು 300 ಮಂದಿ ತಮ್ಮ ಹಾರ್ಡ್-ಅರ್ನ್ಡ್ ಮನಿ ಸಂಘದಲ್ಲಿ ಠೇವಣಿ ಮಾಡಿದ್ದರು. ಒಟ್ಟು ರು.3 bbox=[303, 1030, 571, 1152]
dam-row-label: ಇಂದಿನ ಸಾಮರ್ಥ್ಯ bbox=[32, 659, 99, 673]
lead-col-3 bbox=[767, 959, 938, 1126]
karnik-text-2: ರುದ್ರಾಭಿಷೇಕ, ಪಂಚಾಮೃತ ಅಭಿಷೇಕ ಹಾಗೂ ವಿಶೇಷ ದರ್ಶನಕ್ಕೆ ಮತ್ತು ಸಾರ್ವಜನಿಕರ ದರ್ಶನಕ್ಕೆ ಅವಕಾಶ ಇರುತ್ತದೆ. ಭಕ್ತಾದಿಗಳು ಹೆಚ್ಚಿನ ಸಂಖ್ಯೆಯಲ್ಲಿ ಆಗಮಿಸಿ ಶ್ರೀಸ್ವಾಮಿಯ ಕೃಪೆಗೆ ಪಾತ್ರರಾಗಬೇಕೆಂದು ಶ್ರೀಮೈಲಾರಲಿಂಗೇಶ್ವರಸ್ವಾಮಿ ದೇವಾಲಯದ ಕಾರ್ಯನಿರ್ವಾಹಕ ಅಧಿಕಾರಿ ಪ್ರಕಟಣೆಯಲ್ಲಿ ತಿಳಿಸಿದ್ದಾರೆ. bbox=[1239, 1171, 1495, 1283]
facebook-label[interactable]: ಹೊಸಪೇಟೆ ಟೈಮ್ಸ್ bbox=[276, 140, 353, 176]
quote-box bbox=[851, 2072, 1134, 2159]
lead-col-1 bbox=[303, 862, 571, 1154]
health-col-2 bbox=[1239, 1625, 1495, 1742]
phone-icon: ☎ bbox=[932, 298, 965, 321]
dam-row-label: ಗರಿಷ್ಠ ನೀರಿನಮಟ್ಟ bbox=[32, 621, 99, 635]
dam-row bbox=[32, 657, 275, 677]
health-col-1 bbox=[963, 1625, 1227, 1742]
lead-sub-accused: ಆರೋಪಿಗಳು ಯಾರು? bbox=[581, 887, 685, 903]
facebook-icon[interactable]: f bbox=[229, 140, 265, 176]
dam-row-label: ಇಂದಿನ ಒಳಹರಿವು bbox=[32, 679, 101, 693]
lead-bullets bbox=[307, 536, 571, 722]
left-story-3 bbox=[23, 1860, 284, 2204]
bottom-byline: ಹೊಸಪೇಟೆ ಟೈಮ್ಸ್ ನ್ಯೂಸ್ bbox=[303, 1870, 424, 1886]
dam-row-value: : 1,633.00 ಅಡಿ bbox=[148, 621, 234, 635]
dam-row-label: ಇಂದಿನ ಹೊರಹರಿವು bbox=[32, 698, 109, 712]
lead-sub-next: ಮುಂದಿನ ಕ್ರಮ: bbox=[767, 982, 839, 998]
dam-box bbox=[23, 385, 284, 757]
cartoon-bubble: ರಿ.. bbox=[175, 832, 190, 847]
ad-left-title: ಶ್ರೀರಾಘವೇಂದ್ರ ಬೇಕರಿ bbox=[29, 23, 228, 41]
nh63-col-2 bbox=[1150, 677, 1491, 969]
lead-sub-what: ಏನು ನಡೆದಿದೆ? bbox=[303, 1010, 374, 1026]
caption-priyanka: ಪ್ರಿಯಾಂಕ ಜೈನ್ bbox=[632, 726, 696, 741]
dam-row-value: :7.235 ಕ್ಯೂಸೆಕ್ bbox=[148, 698, 224, 712]
dam-photo bbox=[29, 423, 278, 594]
bottom-col-3 bbox=[851, 2197, 1134, 2290]
day-en: FRIDAY bbox=[1428, 351, 1484, 368]
dam-row bbox=[32, 696, 275, 715]
lead-col-2 bbox=[581, 760, 756, 1074]
founder-name: ಸಮಾಜಸೇವಾ ಭಾರ್ಗವ ಎಸ್.ಎಂ.ಪ್ರಕಾಶ್ bbox=[252, 284, 462, 302]
left-story-1-byline: ಹೊಸಪೇಟೆ ಟೈಮ್ಸ್ ನ್ಯೂಸ್ ವಿಜಯನಗರ(ಹೊಸಪೇಟೆ): bbox=[23, 1080, 273, 1097]
issue: Issue-ಸಂಚಿಕೆ: 46 bbox=[23, 315, 131, 331]
works-text: ● ಹುಲಿಕಟ್ಟಿ ಗ್ರಾಮ ಪಂಚಾಯಿತಿ ವ್ಯಾಪ್ತಿಯ ದುಗ್ಗಾವತಿ ಮಣ್ಣುಕಟ್ಟೆಯಿಂದ ಮಾಡಲ್ಲಿಗೆಗೆ ಸೇರುವ ಸಿಸಿ ರಸ್ತೆ ನಿರ್ಮಾಣ ● ಹುಲಿಕಟ್ಟಿಯಿಂದ ಕರೆಕಾನಹಳ್ಳಿ ದೆರೆಗೆ ಸಿ.ಸಿ ರಸ್ತೆ ನಿರ್ಮಾಣ ● ಶುದ್ಧ ಕುಡಿಯುವ ನೀರಿನ ಘಟಕ, ಮಸಣ ಶಾಲೆ ಕೊಠಡಿಗಳು, ಅಂಗನವಾಡಿ ಕೇಂದ್ರಗಳ ನಿರ್ಮಾಣ ಮುಂತಾದ ಅಭಿವೃದ್ಧಿ ಕಾಮಗಾರಿಗಳಿಗೆ ಚಾಲನೆ. bbox=[1150, 2257, 1488, 2325]
anjanappa-text: ತಾಲೂಕಿನ ಬ್ರಿಡ್ಜ್ ಕಂ ಬ್ಯಾರೇಜ್ ಕಾಮಗಾರಿ ಪ್ರಗತಿಗೊಂಡಿದೆ. ಅದಕ್ಕೆ ಮರುಜೀವ ನೀಡಿದವರು ಎಂ.ಪಿ.ರವೀಂದ್ರರು, ಹುಲಗಾದೇವ ಬ್ಯಾರೇಜ್ ನಿರ್ಮಾಣ ಮಾಡಿ ರಾಣೇಬೆನ್ನೂರಿಗೆ ನೀರಾವರಿ ಒದಗಿಸುವ ಕನಸು ಕಂಡಿದ್ದರು. ತಾಲೂಕನ್ನು 371 ಜೆ ಕಲಂ ಅಡಿಯಲ್ಲಿ ಬಳ್ಳಾರಿ ಸೇರಿಸಿದ ಸಮಯದಲ್ಲಿ ಅವರಿಗೆ ಅವಹಾಸ್ಯ, ಟೀಕೆ ಮಾಡಿ ಹಬ್ಬಿಸಿದ ಗಿಮಿಕ್ ಎಂದು ಹೇಳಿ ಅವರನ್ನು ಅವಮಾನಿಸಿದರು. ಅವುಗಳನ್ನೆಲ್ಲ ಲೆಕ್ಕಿಸಿ ಕೊಳ್ಳದೆ ತಾಲೂಕಿನ 371ಜೆ ಜಾರಿಗೆ ತಂದು ಎಲ್ಲಾರಿಗೂ ಅನುಕೂಲ ಮಾಡಿಕೊಟ್ಟು ಅವರ ಆಸೆಯಾಗಿತ್ತು. ಅವರ ಕನಸು ಸ್ವಾರ್ಥವಿಲ್ಲದೆ ಸೇವೆ ಮಾಡಿ ನಿಜವಾದ ಅಭಿವೃದ್ಧಿ ತಂದು ಜನರ ಮನದಲ್ಲಿ ಉಳಿದಿದ್ದಾರೆ. ತಾಲೂಕನ್ನು 371ಜೆ ಕಲಂ ಅಡಿಯಲ್ಲಿ ಬಳ್ಳಾರಿಗೆ ಸೇರಿಸಲಾಯಿತು. ಈ ಸಾಧನೆಯು ಸೂರ್ಯ ಚಂದ್ರ ಇರುವವರೆಗೂ ನಾವುಗಳು ಅವರನ್ನು ಮರೆಯುವಂತಿಲ್ಲ ಎಂದು ಹೇಳಿದರು. bbox=[1150, 1877, 1488, 2061]
mail-icon: ✉ bbox=[1084, 341, 1097, 358]
dam-title: ತುಂಗಭದ್ರಾ ಜಲಾಶಯ bbox=[26, 387, 281, 420]
health-event-photo bbox=[963, 1429, 1495, 1620]
masthead-rule-top bbox=[214, 328, 1317, 330]
whatsapp-label: : HOSPET TIMES DAILY bbox=[268, 213, 434, 229]
day-kn: ಶುಕ್ರವಾರ bbox=[1375, 308, 1413, 324]
bottom-inauguration-photo bbox=[586, 1868, 1134, 2066]
editor-name: ಶ್ರೀಮತಿ ಕೆ.ಎಂ.ರೇಖಾ ಪ್ರಕಾಶ್ bbox=[590, 284, 741, 302]
health-headline: ಮೈಲಾರದಲ್ಲಿ ಅರೋಗ್ಯ ಜಾಗೃತಿ ಶಿಕ್ಷಣ bbox=[1044, 1369, 1418, 1404]
dam-row bbox=[32, 638, 275, 657]
left-story-2-byline: ಹೊಸಪೇಟೆ ಟೈಮ್ಸ್ ನ್ಯೂಸ್ ವಿಜಯನಗರ(ಹೊಸಪೇಟೆ): bbox=[23, 1515, 273, 1532]
deity-image bbox=[29, 44, 99, 128]
